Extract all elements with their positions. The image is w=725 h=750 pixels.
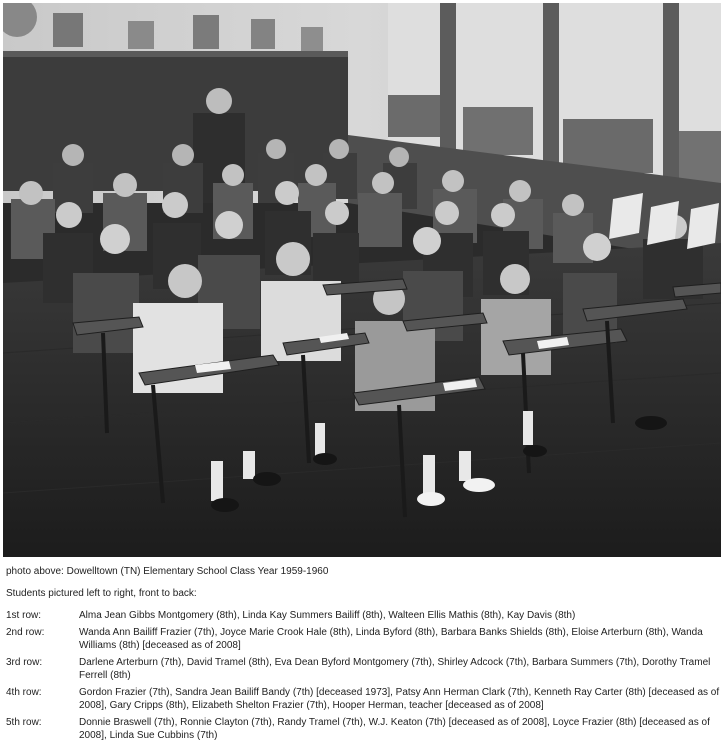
student-row-1 xyxy=(6,609,720,622)
student-row-5 xyxy=(6,716,720,742)
class-photo xyxy=(3,3,721,557)
caption-title: photo above: Dowelltown (TN) Elementary School Class Year 1959-1960 xyxy=(6,566,329,577)
caption-intro: Students pictured left to right, front to back: xyxy=(6,588,197,599)
row-names: Alma Jean Gibbs Montgomery (8th), Linda Kay Summers Bailiff (8th), Walteen Ellis Mathis (8th), Kay Davis (8th) xyxy=(79,610,576,621)
row-names: Darlene Arterburn (7th), David Tramel (8th), Eva Dean Byford Montgomery (7th), Shirley Adcock (7th), Barbara Summers (7th), Dorothy Tramel Ferrell (8th) xyxy=(79,657,711,681)
row-label: 2nd row: xyxy=(6,627,45,638)
row-names: Donnie Braswell (7th), Ronnie Clayton (7th), Randy Tramel (7th), W.J. Keaton (7th) [deceased as of 2008], Loyce Frazier (8th) [deceased as of 2008], Linda Sue Cubbins (7th) xyxy=(79,717,710,741)
row-label: 5th row: xyxy=(6,717,42,728)
student-row-3 xyxy=(6,656,720,682)
photo-caption xyxy=(6,565,720,746)
row-label: 4th row: xyxy=(6,687,42,698)
student-row-4 xyxy=(6,686,720,712)
row-label: 3rd row: xyxy=(6,657,43,668)
class-photo-illustration xyxy=(3,3,721,557)
row-names: Wanda Ann Bailiff Frazier (7th), Joyce Marie Crook Hale (8th), Linda Byford (8th), Barbara Banks Shields (8th), Eloise Arterburn (8th), Wanda Williams (8th) [deceased as of 2008] xyxy=(79,627,703,651)
row-names: Gordon Frazier (7th), Sandra Jean Bailiff Bandy (7th) [deceased 1973], Patsy Ann Herman Clark (7th), Kenneth Ray Carter (8th) [deceased as of 2008], Gary Cripps (8th), Elizabeth Shelton Frazier (7th), Hooper Herman, teacher [deceased as of 2008] xyxy=(79,687,720,711)
row-label: 1st row: xyxy=(6,610,42,621)
student-row-2 xyxy=(6,626,720,652)
